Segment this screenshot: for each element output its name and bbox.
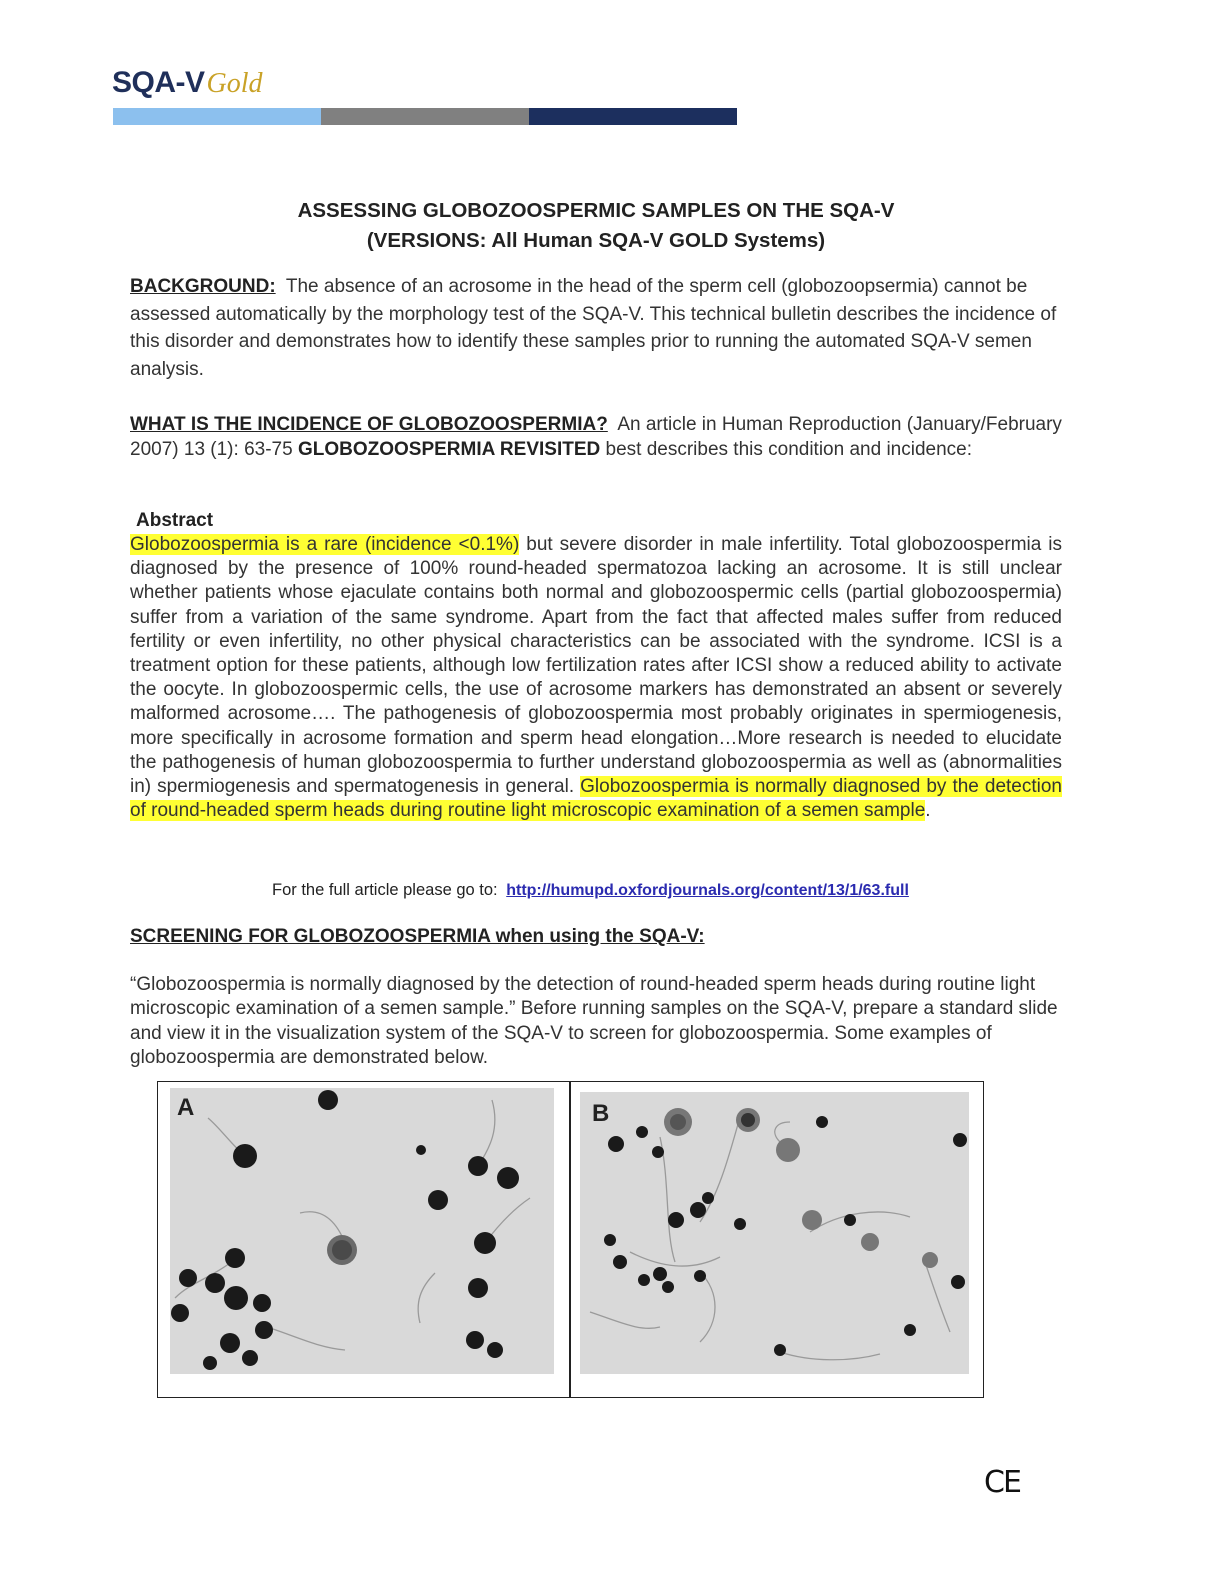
screening-heading: SCREENING FOR GLOBOZOOSPERMIA when using the SQA-V:	[130, 926, 705, 947]
micrograph-b	[580, 1092, 969, 1374]
page-title	[130, 196, 1062, 256]
background-text: The absence of an acrosome in the head of the sperm cell (globozoopsermia) cannot be assessed automatically by the morphology test of the SQA-V. This technical bulletin describes the incidence of this disorder and demonstrates how to identify these samples prior to running the automated SQA-V semen analysis.	[130, 276, 1057, 380]
abstract-text: but severe disorder in male infertility. Total globozoospermia is diagnosed by the presence of 100% round-headed spermatozoa lacking an acrosome. It is still unclear whether patients whose ejaculate contains both normal and globozoospermic cells (partial globozoospermia) suffer from a variation of the same syndrome. Apart from the fact that affected males suffer from reduced fertility or even infertility, no other physical characteristics can be associated with the syndrome. ICSI is a treatment option for these patients, although low fertilization rates after ICSI show a reduced ability to activate the oocyte. In globozoospermic cells, the use of acrosome markers has demonstrated an absent or severely malformed acrosome…. The pathogenesis of globozoospermia most probably originates in spermiogenesis, more specifically in acrosome formation and sperm head elongation…More research is needed to elucidate the pathogenesis of human globozoospermia to further understand globozoospermia as well as (abnormalities in) spermiogenesis and spermatogenesis in general.	[130, 534, 1063, 798]
sqa-v-gold-logo	[112, 66, 263, 106]
incidence-text-pre: An article in Human Reproduction (January/February 2007) 13 (1): 63-75	[130, 414, 1062, 460]
header-bar-navy	[529, 108, 737, 125]
header-bar-light-blue	[113, 108, 321, 125]
incidence-section	[130, 413, 1062, 462]
screening-text: “Globozoospermia is normally diagnosed by the detection of round-headed sperm heads during routine light microscopic examination of a semen sample.” Before running samples on the SQA-V, prepare a standard slide and view it in the visualization system of the SQA-V to screen for globozoospermia. Some examples of globozoospermia are demonstrated below.	[130, 974, 1058, 1068]
full-article-label: For the full article please go to:	[272, 881, 498, 899]
header-bar-gray	[321, 108, 529, 125]
background-section	[130, 273, 1062, 383]
incidence-text-post: best describes this condition and incidence:	[605, 438, 973, 460]
title-line-2: (VERSIONS: All Human SQA-V GOLD Systems)	[366, 229, 826, 252]
background-heading: BACKGROUND:	[130, 276, 276, 297]
incidence-article-title: GLOBOZOOSPERMIA REVISITED	[297, 438, 601, 460]
title-line-1: ASSESSING GLOBOZOOSPERMIC SAMPLES ON THE SQA-V	[297, 199, 895, 222]
figure-divider	[569, 1082, 571, 1397]
abstract-highlight-diagnosis: Globozoospermia is normally diagnosed by the detection of round-headed sperm heads during routine light microscopic examination of a semen sample	[130, 776, 1062, 822]
abstract-heading: Abstract	[136, 510, 214, 531]
incidence-heading: WHAT IS THE INCIDENCE OF GLOBOZOOSPERMIA?	[130, 414, 608, 435]
globozoospermia-figure	[157, 1081, 984, 1398]
logo-gold-text: Gold	[206, 68, 263, 99]
panel-label-a: A	[177, 1094, 195, 1121]
micrograph-a-image	[170, 1088, 554, 1374]
abstract-end: .	[925, 800, 931, 822]
micrograph-a	[170, 1088, 554, 1374]
abstract-body	[130, 533, 1062, 823]
abstract-highlight-incidence: Globozoospermia is a rare (incidence <0.1%)	[130, 534, 520, 555]
panel-label-b: B	[592, 1100, 610, 1127]
ce-mark: CE	[984, 1465, 1020, 1500]
micrograph-b-image	[580, 1092, 969, 1374]
full-article-line	[272, 881, 909, 900]
full-article-link[interactable]: http://humupd.oxfordjournals.org/content/13/1/63.full	[506, 882, 909, 899]
logo-main-text: SQA-V	[112, 66, 205, 99]
header-color-bar	[113, 108, 737, 125]
